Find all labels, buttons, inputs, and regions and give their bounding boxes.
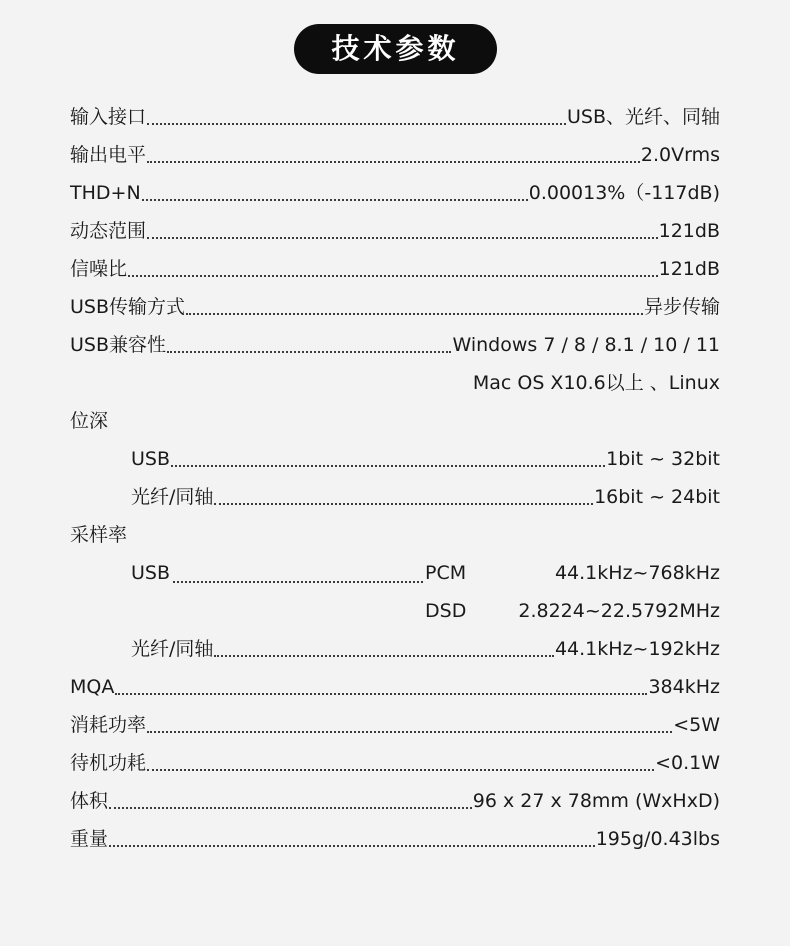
spec-label: USB传输方式 bbox=[70, 296, 186, 318]
spec-row-usb-compat-cont bbox=[0, 364, 790, 402]
spec-label: 光纤/同轴 bbox=[131, 638, 214, 660]
spec-value: 121dB bbox=[658, 220, 720, 242]
spec-label: 待机功耗 bbox=[70, 752, 147, 774]
spec-value: 2.8224~22.5792MHz bbox=[518, 600, 720, 622]
spec-value: 44.1kHz~768kHz bbox=[554, 562, 720, 584]
dot-leader bbox=[186, 294, 643, 315]
spec-value: 16bit ~ 24bit bbox=[594, 486, 720, 508]
spec-list bbox=[0, 98, 790, 858]
spec-value: 96 x 27 x 78mm (WxHxD) bbox=[472, 790, 720, 812]
dot-leader bbox=[171, 446, 605, 467]
spec-row-power-consumption bbox=[0, 706, 790, 744]
spec-row-dynamic-range bbox=[0, 212, 790, 250]
spec-label: USB bbox=[131, 448, 171, 470]
spec-label: MQA bbox=[70, 676, 115, 698]
spec-label: USB兼容性 bbox=[70, 334, 167, 356]
dot-leader bbox=[147, 218, 658, 239]
dot-leader bbox=[109, 826, 595, 847]
dot-leader bbox=[109, 788, 472, 809]
dot-leader bbox=[173, 562, 423, 583]
spec-row-input-interface bbox=[0, 98, 790, 136]
dot-leader bbox=[142, 180, 528, 201]
spec-value: 195g/0.43lbs bbox=[595, 828, 720, 850]
spec-row-weight bbox=[0, 820, 790, 858]
spec-row-mqa bbox=[0, 668, 790, 706]
spec-value: USB、光纤、同轴 bbox=[566, 106, 720, 128]
spec-label: 输入接口 bbox=[70, 106, 147, 128]
spec-row-snr bbox=[0, 250, 790, 288]
dot-leader bbox=[128, 256, 658, 277]
spec-label: 输出电平 bbox=[70, 144, 147, 166]
dot-leader bbox=[214, 636, 554, 657]
spec-row-sample-rate-dsd bbox=[0, 592, 790, 630]
spec-row-bit-depth bbox=[0, 402, 790, 440]
dot-leader bbox=[214, 484, 593, 505]
spec-label: 消耗功率 bbox=[70, 714, 147, 736]
spec-value: 异步传输 bbox=[643, 296, 720, 318]
dot-leader bbox=[147, 104, 566, 125]
spec-row-volume bbox=[0, 782, 790, 820]
spec-row-usb-compat bbox=[0, 326, 790, 364]
dot-leader bbox=[147, 142, 640, 163]
spec-sublabel: PCM bbox=[425, 562, 467, 584]
spec-value: <0.1W bbox=[655, 752, 720, 774]
spec-row-usb-transfer bbox=[0, 288, 790, 326]
spec-label: 重量 bbox=[70, 828, 109, 850]
spec-value: Windows 7 / 8 / 8.1 / 10 / 11 bbox=[452, 334, 720, 356]
spec-value: 0.00013%（-117dB) bbox=[528, 182, 720, 204]
spec-row-thd-n bbox=[0, 174, 790, 212]
spec-label: 采样率 bbox=[70, 524, 128, 546]
spec-sublabel: DSD bbox=[425, 600, 467, 622]
spec-row-standby-power bbox=[0, 744, 790, 782]
dot-leader bbox=[115, 674, 647, 695]
spec-row-sample-rate bbox=[0, 516, 790, 554]
spec-value: 121dB bbox=[658, 258, 720, 280]
dot-leader bbox=[147, 712, 672, 733]
spec-label: 位深 bbox=[70, 410, 109, 432]
spec-row-bit-depth-usb bbox=[0, 440, 790, 478]
spec-value: 384kHz bbox=[648, 676, 720, 698]
title-badge bbox=[294, 24, 497, 74]
spec-value: 2.0Vrms bbox=[640, 144, 720, 166]
dot-leader bbox=[167, 332, 451, 353]
page-title: 技术参数 bbox=[331, 32, 460, 65]
spec-row-output-level bbox=[0, 136, 790, 174]
spec-label: 动态范围 bbox=[70, 220, 147, 242]
spec-label: 信噪比 bbox=[70, 258, 128, 280]
spec-label: USB bbox=[131, 562, 171, 584]
spec-value: 1bit ~ 32bit bbox=[606, 448, 720, 470]
spec-row-sample-rate-usb-pcm bbox=[0, 554, 790, 592]
spec-value: <5W bbox=[673, 714, 720, 736]
spec-value: Mac OS X10.6以上 、Linux bbox=[472, 372, 720, 394]
spec-label: THD+N bbox=[70, 182, 141, 204]
spec-label: 体积 bbox=[70, 790, 109, 812]
spec-row-bit-depth-optical bbox=[0, 478, 790, 516]
dot-leader bbox=[147, 750, 654, 771]
spec-value: 44.1kHz~192kHz bbox=[554, 638, 720, 660]
spec-row-sample-rate-optical bbox=[0, 630, 790, 668]
spec-label: 光纤/同轴 bbox=[131, 486, 214, 508]
